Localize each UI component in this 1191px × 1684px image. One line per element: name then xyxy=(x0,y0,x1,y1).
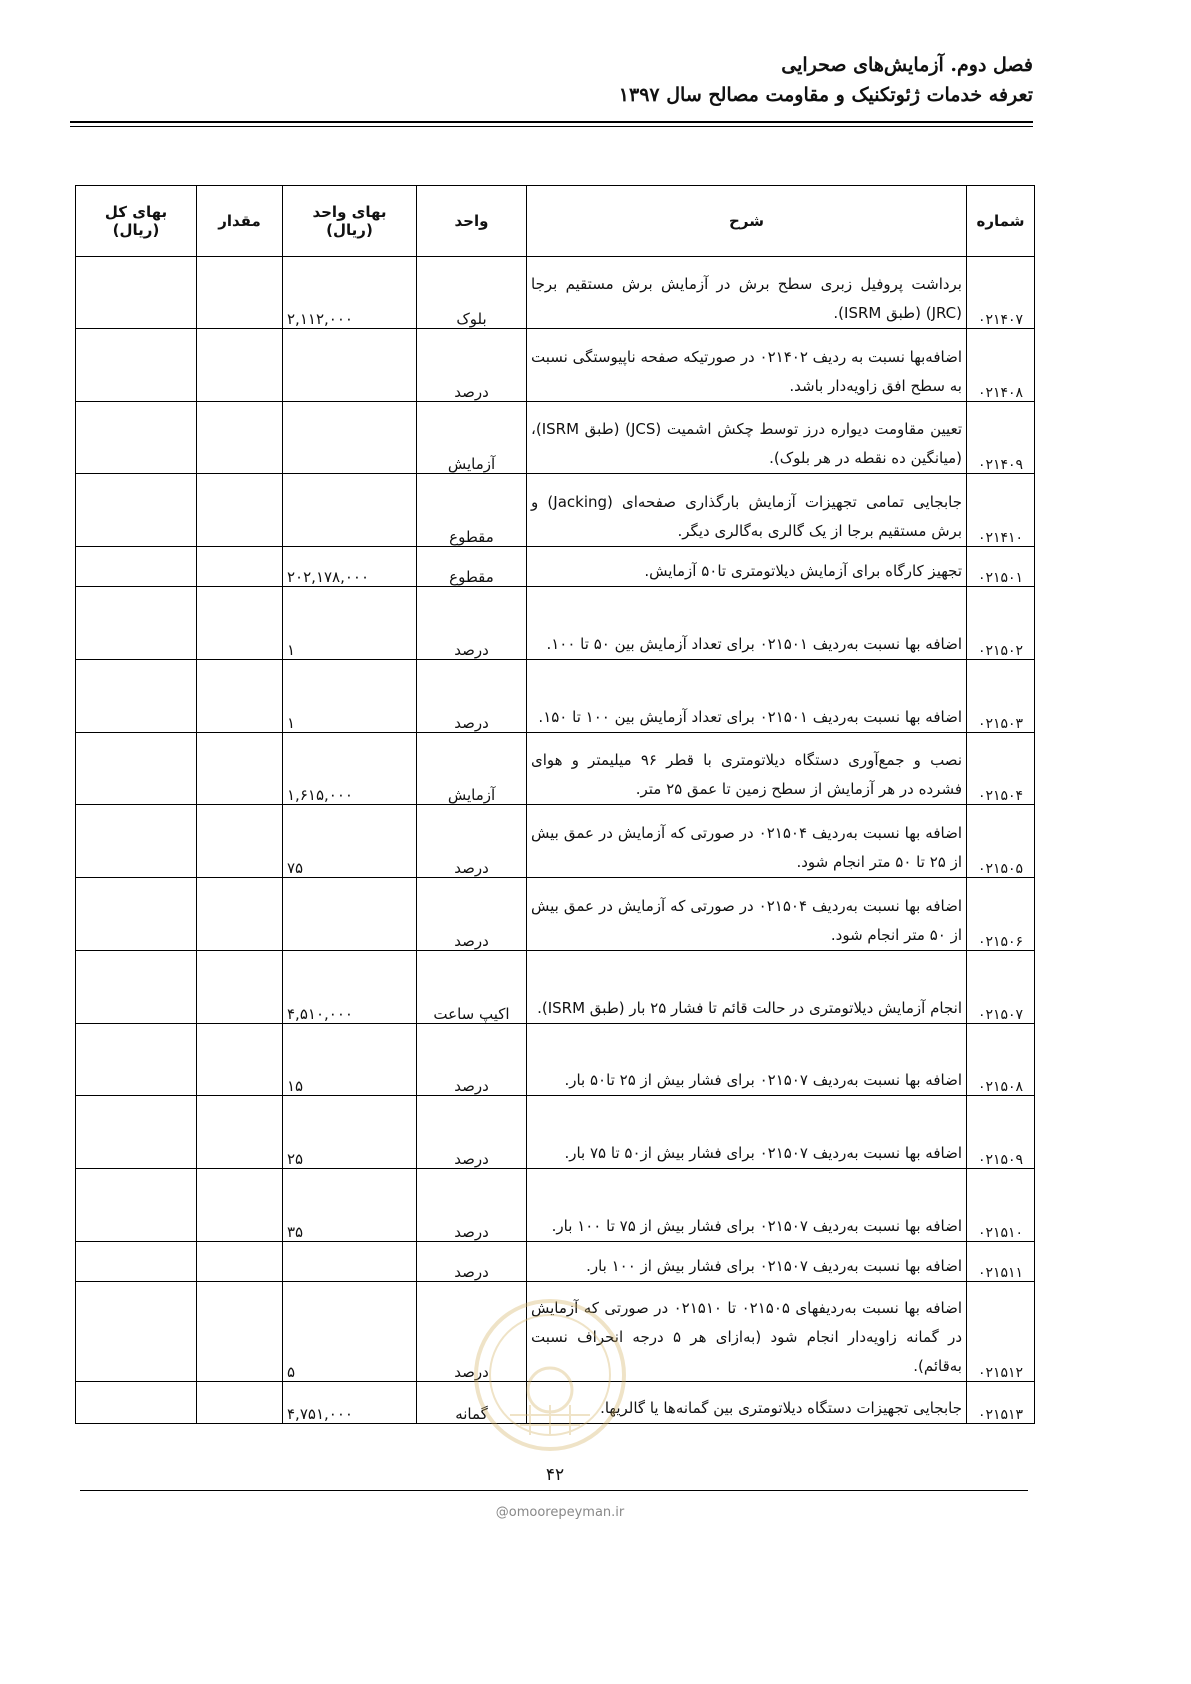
row-unit: درصد xyxy=(417,878,527,951)
tariff-table xyxy=(75,185,1035,1424)
row-unit: مقطوع xyxy=(417,547,527,587)
row-description: تعیین مقاومت دیواره درز توسط چکش اشمیت (JCS) (طبق ISRM)، (میانگین ده نقطه در هر بلوک). xyxy=(527,402,967,474)
watermark-seal xyxy=(470,1295,630,1455)
table-row xyxy=(76,329,1035,402)
row-quantity xyxy=(197,878,283,951)
row-total xyxy=(76,1382,197,1424)
row-unit: بلوک xyxy=(417,257,527,329)
row-code: ۰۲۱۵۰۲ xyxy=(967,587,1035,660)
row-unit: درصد xyxy=(417,660,527,733)
row-quantity xyxy=(197,257,283,329)
row-description: اضافه بها نسبت به‌ردیف ۰۲۱۵۰۷ برای فشار بیش از۵۰ تا ۷۵ بار. xyxy=(527,1096,967,1169)
row-quantity xyxy=(197,1242,283,1282)
table-row xyxy=(76,1169,1035,1242)
row-quantity xyxy=(197,402,283,474)
row-unit-price: ۴,۵۱۰,۰۰۰ xyxy=(283,951,417,1024)
row-code: ۰۲۱۵۰۴ xyxy=(967,733,1035,805)
row-total xyxy=(76,1169,197,1242)
col-header-total: بهای کل (ریال) xyxy=(76,186,197,257)
row-total xyxy=(76,733,197,805)
row-unit: درصد xyxy=(417,1096,527,1169)
row-code: ۰۲۱۴۰۷ xyxy=(967,257,1035,329)
row-total xyxy=(76,257,197,329)
row-code: ۰۲۱۵۰۶ xyxy=(967,878,1035,951)
row-description: اضافه بها نسبت به‌ردیف ۰۲۱۵۰۱ برای تعداد آزمایش بین ۱۰۰ تا ۱۵۰. xyxy=(527,660,967,733)
row-unit: درصد xyxy=(417,805,527,878)
document-title: تعرفه خدمات ژئوتکنیک و مقاومت مصالح سال ۱۳۹۷ xyxy=(618,84,1033,106)
row-quantity xyxy=(197,1169,283,1242)
row-unit: درصد xyxy=(417,329,527,402)
row-quantity xyxy=(197,329,283,402)
row-code: ۰۲۱۵۰۷ xyxy=(967,951,1035,1024)
row-unit: درصد xyxy=(417,1024,527,1096)
row-total xyxy=(76,951,197,1024)
row-description: اضافه بها نسبت به‌ردیفهای ۰۲۱۵۰۵ تا ۰۲۱۵۱۰ در صورتی که آزمایش در گمانه زاویه‌دار انجام شود (به‌ازای هر ۵ درجه انحراف نسبت به‌قائم). xyxy=(527,1282,967,1382)
table-row xyxy=(76,660,1035,733)
row-code: ۰۲۱۵۰۸ xyxy=(967,1024,1035,1096)
chapter-title: فصل دوم. آزمایش‌های صحرایی xyxy=(781,54,1033,76)
row-quantity xyxy=(197,587,283,660)
row-quantity xyxy=(197,474,283,547)
row-unit-price xyxy=(283,878,417,951)
row-quantity xyxy=(197,951,283,1024)
row-total xyxy=(76,1096,197,1169)
row-unit: آزمایش xyxy=(417,733,527,805)
row-code: ۰۲۱۵۰۳ xyxy=(967,660,1035,733)
row-description: جابجایی تجهیزات دستگاه دیلاتومتری بین گمانه‌ها یا گالریها. xyxy=(527,1382,967,1424)
row-quantity xyxy=(197,1282,283,1382)
row-total xyxy=(76,329,197,402)
row-unit-price: ۲۰۲,۱۷۸,۰۰۰ xyxy=(283,547,417,587)
col-header-price-line1: بهای واحد xyxy=(312,203,387,221)
footer-rule xyxy=(80,1490,1028,1491)
row-description: اضافه‌بها نسبت به ردیف ۰۲۱۴۰۲ در صورتیکه صفحه ناپیوستگی نسبت به سطح افق زاویه‌دار باشد. xyxy=(527,329,967,402)
table-row xyxy=(76,1242,1035,1282)
row-total xyxy=(76,547,197,587)
row-description: برداشت پروفیل زبری سطح برش در آزمایش برش مستقیم برجا (JRC) (طبق ISRM). xyxy=(527,257,967,329)
row-description: اضافه بها نسبت به‌ردیف ۰۲۱۵۰۷ برای فشار بیش از ۷۵ تا ۱۰۰ بار. xyxy=(527,1169,967,1242)
col-header-unit: واحد xyxy=(417,186,527,257)
row-total xyxy=(76,474,197,547)
row-unit-price: ۱ xyxy=(283,660,417,733)
header-rule-thick xyxy=(70,121,1033,123)
row-code: ۰۲۱۵۰۵ xyxy=(967,805,1035,878)
row-description: تجهیز کارگاه برای آزمایش دیلاتومتری تا۵۰ آزمایش. xyxy=(527,547,967,587)
row-code: ۰۲۱۴۰۸ xyxy=(967,329,1035,402)
row-total xyxy=(76,587,197,660)
row-unit-price: ۱,۶۱۵,۰۰۰ xyxy=(283,733,417,805)
row-unit: درصد xyxy=(417,1282,527,1382)
row-unit: گمانه xyxy=(417,1382,527,1424)
row-total xyxy=(76,660,197,733)
row-total xyxy=(76,805,197,878)
row-unit-price: ۲۵ xyxy=(283,1096,417,1169)
row-total xyxy=(76,402,197,474)
table-row xyxy=(76,733,1035,805)
row-unit-price xyxy=(283,474,417,547)
col-header-qty: مقدار xyxy=(197,186,283,257)
row-unit-price xyxy=(283,1242,417,1282)
row-code: ۰۲۱۵۰۹ xyxy=(967,1096,1035,1169)
col-header-price xyxy=(283,186,417,257)
row-unit-price xyxy=(283,402,417,474)
row-code: ۰۲۱۴۰۹ xyxy=(967,402,1035,474)
row-description: اضافه بها نسبت به‌ردیف ۰۲۱۵۰۴ در صورتی که آزمایش در عمق بیش از ۵۰ متر انجام شود. xyxy=(527,878,967,951)
page-header xyxy=(70,50,1033,110)
website-label: @omoorepeyman.ir xyxy=(495,1505,625,1520)
row-description: اضافه بها نسبت به‌ردیف ۰۲۱۵۰۴ در صورتی که آزمایش در عمق بیش از ۲۵ تا ۵۰ متر انجام شود. xyxy=(527,805,967,878)
table-header-row xyxy=(76,186,1035,257)
row-quantity xyxy=(197,1096,283,1169)
row-description: انجام آزمایش دیلاتومتری در حالت قائم تا فشار ۲۵ بار (طبق ISRM). xyxy=(527,951,967,1024)
table-row xyxy=(76,257,1035,329)
table-body xyxy=(76,257,1035,1424)
row-unit: درصد xyxy=(417,587,527,660)
row-quantity xyxy=(197,660,283,733)
row-code: ۰۲۱۵۰۱ xyxy=(967,547,1035,587)
row-code: ۰۲۱۴۱۰ xyxy=(967,474,1035,547)
row-description: جابجایی تمامی تجهیزات آزمایش بارگذاری صفحه‌ای (Jacking) و برش مستقیم برجا از یک گالری به‌گالری دیگر. xyxy=(527,474,967,547)
row-code: ۰۲۱۵۱۰ xyxy=(967,1169,1035,1242)
header-rule-thin xyxy=(70,126,1033,127)
row-quantity xyxy=(197,547,283,587)
row-unit: اکیپ ساعت xyxy=(417,951,527,1024)
row-total xyxy=(76,1282,197,1382)
row-total xyxy=(76,1024,197,1096)
page-number: ۴۲ xyxy=(545,1465,565,1485)
row-unit: آزمایش xyxy=(417,402,527,474)
row-unit: درصد xyxy=(417,1242,527,1282)
row-quantity xyxy=(197,805,283,878)
table-row xyxy=(76,1096,1035,1169)
row-description: اضافه بها نسبت به‌ردیف ۰۲۱۵۰۷ برای فشار بیش از ۲۵ تا۵۰ بار. xyxy=(527,1024,967,1096)
row-unit: درصد xyxy=(417,1169,527,1242)
row-quantity xyxy=(197,733,283,805)
col-header-desc: شرح xyxy=(527,186,967,257)
table-row xyxy=(76,587,1035,660)
table-row xyxy=(76,878,1035,951)
row-description: اضافه بها نسبت به‌ردیف ۰۲۱۵۰۷ برای فشار بیش از ۱۰۰ بار. xyxy=(527,1242,967,1282)
row-quantity xyxy=(197,1024,283,1096)
row-description: نصب و جمع‌آوری دستگاه دیلاتومتری با قطر ۹۶ میلیمتر و هوای فشرده در هر آزمایش از سطح زمین تا عمق ۲۵ متر. xyxy=(527,733,967,805)
row-quantity xyxy=(197,1382,283,1424)
row-unit-price: ۷۵ xyxy=(283,805,417,878)
col-header-code: شماره xyxy=(967,186,1035,257)
table-row xyxy=(76,951,1035,1024)
row-total xyxy=(76,1242,197,1282)
row-unit-price: ۴,۷۵۱,۰۰۰ xyxy=(283,1382,417,1424)
table-row xyxy=(76,402,1035,474)
row-code: ۰۲۱۵۱۱ xyxy=(967,1242,1035,1282)
row-unit: مقطوع xyxy=(417,474,527,547)
row-unit-price: ۱ xyxy=(283,587,417,660)
row-description: اضافه بها نسبت به‌ردیف ۰۲۱۵۰۱ برای تعداد آزمایش بین ۵۰ تا ۱۰۰. xyxy=(527,587,967,660)
row-code: ۰۲۱۵۱۲ xyxy=(967,1282,1035,1382)
table-row xyxy=(76,474,1035,547)
col-header-price-line2: (ریال) xyxy=(326,221,373,239)
row-unit-price: ۲,۱۱۲,۰۰۰ xyxy=(283,257,417,329)
row-unit-price: ۱۵ xyxy=(283,1024,417,1096)
row-total xyxy=(76,878,197,951)
table-row xyxy=(76,547,1035,587)
table-row xyxy=(76,805,1035,878)
row-code: ۰۲۱۵۱۳ xyxy=(967,1382,1035,1424)
table-row xyxy=(76,1024,1035,1096)
row-unit-price: ۳۵ xyxy=(283,1169,417,1242)
row-unit-price xyxy=(283,329,417,402)
row-unit-price: ۵ xyxy=(283,1282,417,1382)
